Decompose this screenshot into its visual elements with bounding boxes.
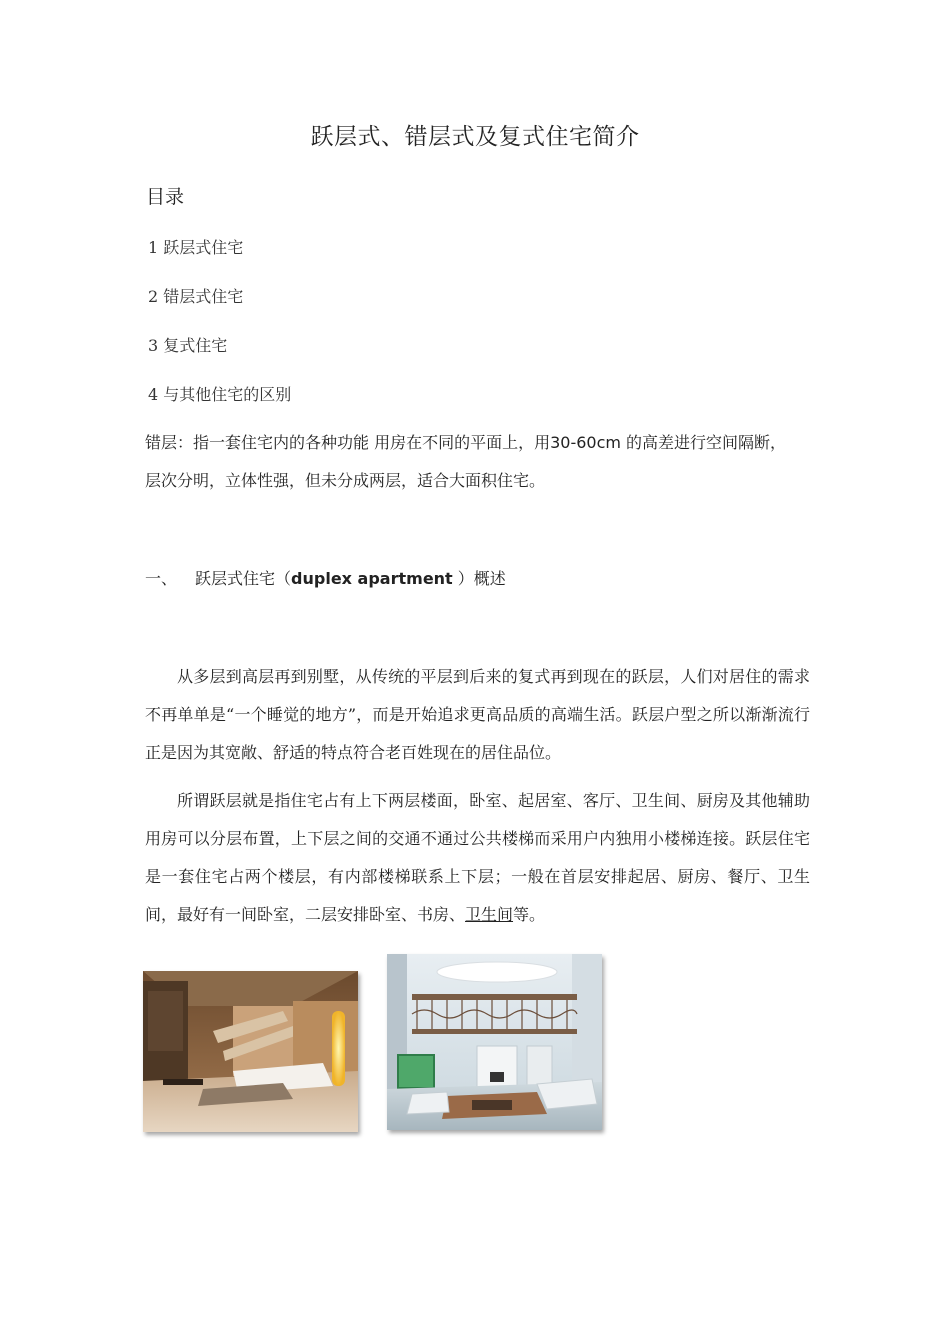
section-heading-prefix: 跃层式住宅（	[195, 569, 292, 588]
toc-item[interactable]: 2 错层式住宅	[148, 287, 244, 306]
toc-heading: 目录	[146, 186, 185, 208]
duplex-living-room-photo-2	[387, 954, 602, 1130]
definition-paragraph	[145, 424, 810, 500]
definition-line1-suffix: 的高差进行空间隔断，	[620, 433, 787, 452]
body-paragraph-2	[145, 782, 810, 934]
definition-height-value: 30-60cm	[550, 433, 621, 452]
document-title: 跃层式、错层式及复式住宅简介	[310, 124, 640, 150]
toc-item[interactable]: 4 与其他住宅的区别	[148, 385, 292, 404]
bathroom-link[interactable]: 卫生间	[465, 905, 514, 924]
section-number: 一、	[145, 569, 178, 588]
section-heading-suffix: ）概述	[452, 569, 506, 588]
definition-line2: 层次分明，立体性强，但未分成两层，适合大面积住宅。	[145, 471, 546, 490]
section-heading	[145, 566, 506, 589]
paragraph2-end: 等。	[513, 905, 546, 924]
body-paragraph-1: 从多层到高层再到别墅，从传统的平层到后来的复式再到现在的跃层，人们对居住的需求不再单单是“一个睡觉的地方”，而是开始追求更高品质的高端生活。跃层户型之所以渐渐流行正是因为其宽敞、舒适的特点符合老百姓现在的居住品位。	[145, 667, 810, 762]
definition-line1-prefix: 错层：指一套住宅内的各种功能 用房在不同的平面上，用	[145, 433, 551, 452]
section-heading-english: duplex apartment	[291, 569, 453, 588]
duplex-living-room-photo-1	[143, 971, 358, 1132]
toc-item[interactable]: 1 跃层式住宅	[148, 238, 244, 257]
paragraph2-text: 所谓跃层就是指住宅占有上下两层楼面，卧室、起居室、客厅、卫生间、厨房及其他辅助用房可以分层布置，上下层之间的交通不通过公共楼梯而采用户内独用小楼梯连接。跃层住宅是一套住宅占两个楼层，有内部楼梯联系上下层；一般在首层安排起居、厨房、餐厅、卫生间，最好有一间卧室，二层安排卧室、书房、	[145, 791, 810, 924]
toc-item[interactable]: 3 复式住宅	[148, 336, 228, 355]
